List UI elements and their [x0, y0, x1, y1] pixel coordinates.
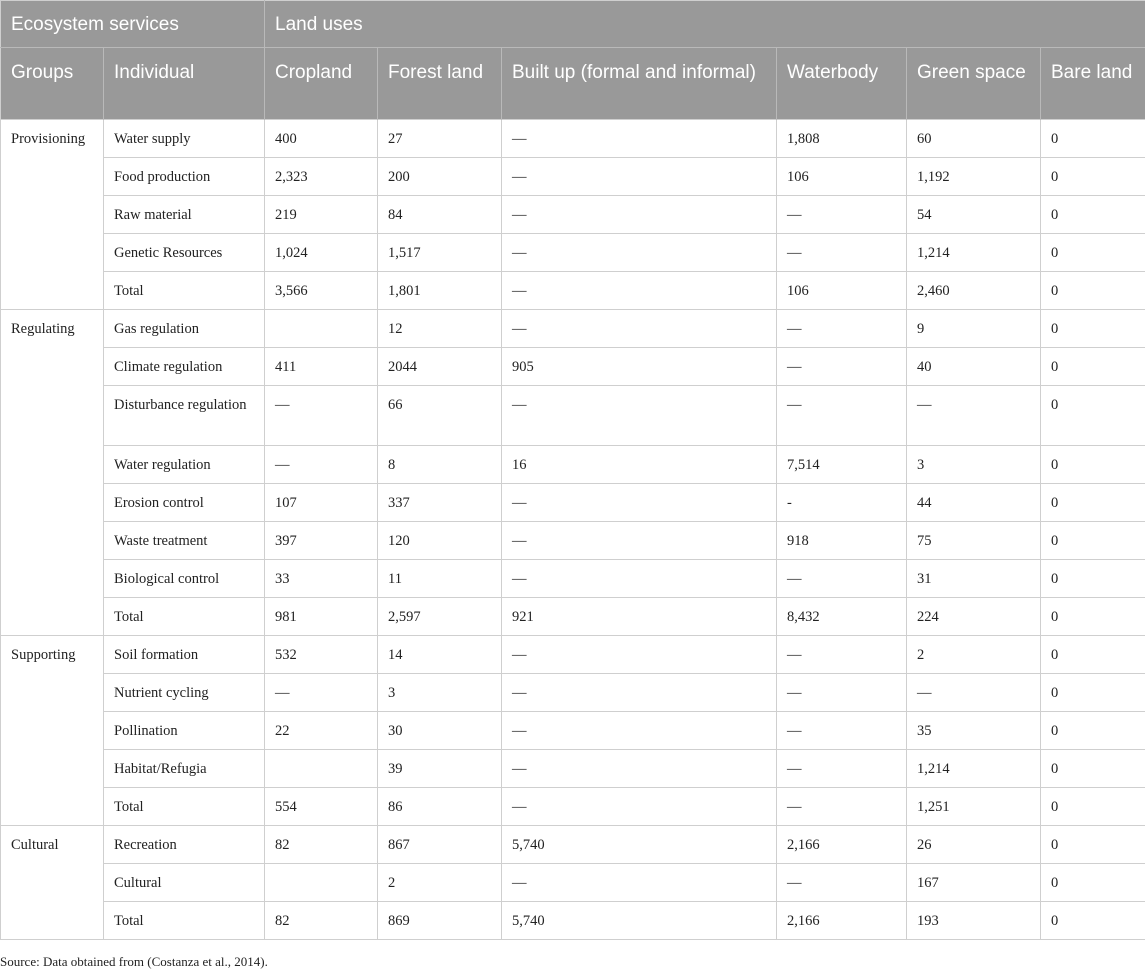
table-row	[1, 196, 1145, 234]
group-cell: Provisioning	[1, 120, 104, 310]
individual-cell: Water supply	[104, 120, 265, 158]
built-up-cell: —	[502, 484, 777, 522]
bare-land-cell: 0	[1041, 196, 1145, 234]
header-groups: Groups	[1, 48, 104, 120]
waterbody-cell: 2,166	[777, 826, 907, 864]
bare-land-cell: 0	[1041, 750, 1145, 788]
table-row	[1, 750, 1145, 788]
cropland-cell: 532	[265, 636, 378, 674]
green-space-cell: 1,251	[907, 788, 1041, 826]
waterbody-cell: 7,514	[777, 446, 907, 484]
group-cell: Cultural	[1, 826, 104, 940]
forest-land-cell: 867	[378, 826, 502, 864]
table-row	[1, 120, 1145, 158]
waterbody-cell: 1,808	[777, 120, 907, 158]
built-up-cell: 16	[502, 446, 777, 484]
forest-land-cell: 14	[378, 636, 502, 674]
table-row	[1, 272, 1145, 310]
cropland-cell: 3,566	[265, 272, 378, 310]
individual-cell: Total	[104, 272, 265, 310]
table-row	[1, 522, 1145, 560]
waterbody-cell: —	[777, 750, 907, 788]
bare-land-cell: 0	[1041, 864, 1145, 902]
table-row	[1, 446, 1145, 484]
individual-cell: Disturbance regulation	[104, 386, 265, 446]
individual-cell: Erosion control	[104, 484, 265, 522]
forest-land-cell: 86	[378, 788, 502, 826]
table-row	[1, 348, 1145, 386]
individual-cell: Cultural	[104, 864, 265, 902]
waterbody-cell: 106	[777, 272, 907, 310]
bare-land-cell: 0	[1041, 598, 1145, 636]
built-up-cell: —	[502, 196, 777, 234]
bare-land-cell: 0	[1041, 234, 1145, 272]
cropland-cell: 2,323	[265, 158, 378, 196]
waterbody-cell: 918	[777, 522, 907, 560]
table-row	[1, 598, 1145, 636]
built-up-cell: —	[502, 864, 777, 902]
green-space-cell: 9	[907, 310, 1041, 348]
cropland-cell: 82	[265, 902, 378, 940]
forest-land-cell: 2044	[378, 348, 502, 386]
table-row	[1, 234, 1145, 272]
green-space-cell: 1,214	[907, 750, 1041, 788]
individual-cell: Recreation	[104, 826, 265, 864]
waterbody-cell: 8,432	[777, 598, 907, 636]
green-space-cell: 40	[907, 348, 1041, 386]
individual-cell: Soil formation	[104, 636, 265, 674]
forest-land-cell: 120	[378, 522, 502, 560]
source-note: Source: Data obtained from (Costanza et al., 2014).	[0, 954, 268, 969]
cropland-cell: 397	[265, 522, 378, 560]
green-space-cell: 31	[907, 560, 1041, 598]
forest-land-cell: 2,597	[378, 598, 502, 636]
bare-land-cell: 0	[1041, 560, 1145, 598]
waterbody-cell: —	[777, 864, 907, 902]
forest-land-cell: 39	[378, 750, 502, 788]
green-space-cell: 54	[907, 196, 1041, 234]
forest-land-cell: 1,801	[378, 272, 502, 310]
cropland-cell: 554	[265, 788, 378, 826]
cropland-cell: —	[265, 674, 378, 712]
forest-land-cell: 337	[378, 484, 502, 522]
header-built-up: Built up (formal and informal)	[502, 48, 777, 120]
built-up-cell: —	[502, 788, 777, 826]
table-row	[1, 826, 1145, 864]
bare-land-cell: 0	[1041, 120, 1145, 158]
table-row	[1, 788, 1145, 826]
green-space-cell: 224	[907, 598, 1041, 636]
table-row	[1, 310, 1145, 348]
table-row	[1, 674, 1145, 712]
waterbody-cell: —	[777, 196, 907, 234]
green-space-cell: —	[907, 386, 1041, 446]
individual-cell: Pollination	[104, 712, 265, 750]
green-space-cell: 75	[907, 522, 1041, 560]
green-space-cell: 1,214	[907, 234, 1041, 272]
waterbody-cell: 2,166	[777, 902, 907, 940]
green-space-cell: 167	[907, 864, 1041, 902]
built-up-cell: —	[502, 522, 777, 560]
green-space-cell: 60	[907, 120, 1041, 158]
individual-cell: Biological control	[104, 560, 265, 598]
bare-land-cell: 0	[1041, 522, 1145, 560]
forest-land-cell: 8	[378, 446, 502, 484]
built-up-cell: 921	[502, 598, 777, 636]
built-up-cell: 5,740	[502, 826, 777, 864]
green-space-cell: 193	[907, 902, 1041, 940]
built-up-cell: 905	[502, 348, 777, 386]
cropland-cell	[265, 750, 378, 788]
built-up-cell: —	[502, 674, 777, 712]
bare-land-cell: 0	[1041, 902, 1145, 940]
header-waterbody: Waterbody	[777, 48, 907, 120]
forest-land-cell: 2	[378, 864, 502, 902]
bare-land-cell: 0	[1041, 310, 1145, 348]
table-row	[1, 864, 1145, 902]
bare-land-cell: 0	[1041, 826, 1145, 864]
individual-cell: Food production	[104, 158, 265, 196]
individual-cell: Waste treatment	[104, 522, 265, 560]
built-up-cell: —	[502, 712, 777, 750]
bare-land-cell: 0	[1041, 484, 1145, 522]
individual-cell: Nutrient cycling	[104, 674, 265, 712]
cropland-cell: 107	[265, 484, 378, 522]
green-space-cell: —	[907, 674, 1041, 712]
forest-land-cell: 3	[378, 674, 502, 712]
cropland-cell: —	[265, 446, 378, 484]
individual-cell: Climate regulation	[104, 348, 265, 386]
waterbody-cell: —	[777, 234, 907, 272]
bare-land-cell: 0	[1041, 386, 1145, 446]
green-space-cell: 26	[907, 826, 1041, 864]
green-space-cell: 2	[907, 636, 1041, 674]
individual-cell: Raw material	[104, 196, 265, 234]
individual-cell: Habitat/Refugia	[104, 750, 265, 788]
cropland-cell: 1,024	[265, 234, 378, 272]
header-ecosystem-services: Ecosystem services	[1, 1, 265, 48]
cropland-cell: 400	[265, 120, 378, 158]
forest-land-cell: 1,517	[378, 234, 502, 272]
header-forest-land: Forest land	[378, 48, 502, 120]
cropland-cell	[265, 310, 378, 348]
forest-land-cell: 84	[378, 196, 502, 234]
cropland-cell: 22	[265, 712, 378, 750]
green-space-cell: 3	[907, 446, 1041, 484]
bare-land-cell: 0	[1041, 446, 1145, 484]
built-up-cell: —	[502, 120, 777, 158]
bare-land-cell: 0	[1041, 348, 1145, 386]
header-land-uses: Land uses	[265, 1, 1145, 48]
built-up-cell: —	[502, 636, 777, 674]
forest-land-cell: 30	[378, 712, 502, 750]
bare-land-cell: 0	[1041, 636, 1145, 674]
individual-cell: Water regulation	[104, 446, 265, 484]
table-row	[1, 902, 1145, 940]
waterbody-cell: —	[777, 712, 907, 750]
table-row	[1, 636, 1145, 674]
waterbody-cell: —	[777, 560, 907, 598]
bare-land-cell: 0	[1041, 674, 1145, 712]
cropland-cell: 33	[265, 560, 378, 598]
built-up-cell: —	[502, 158, 777, 196]
individual-cell: Total	[104, 902, 265, 940]
built-up-cell: —	[502, 750, 777, 788]
forest-land-cell: 869	[378, 902, 502, 940]
waterbody-cell: —	[777, 674, 907, 712]
individual-cell: Total	[104, 598, 265, 636]
forest-land-cell: 66	[378, 386, 502, 446]
built-up-cell: —	[502, 386, 777, 446]
waterbody-cell: —	[777, 788, 907, 826]
built-up-cell: —	[502, 234, 777, 272]
cropland-cell: 82	[265, 826, 378, 864]
individual-cell: Total	[104, 788, 265, 826]
header-green-space: Green space	[907, 48, 1041, 120]
cropland-cell: 981	[265, 598, 378, 636]
header-individual: Individual	[104, 48, 265, 120]
waterbody-cell: —	[777, 348, 907, 386]
green-space-cell: 35	[907, 712, 1041, 750]
forest-land-cell: 12	[378, 310, 502, 348]
table-row	[1, 560, 1145, 598]
waterbody-cell: —	[777, 636, 907, 674]
table-row	[1, 712, 1145, 750]
green-space-cell: 1,192	[907, 158, 1041, 196]
forest-land-cell: 200	[378, 158, 502, 196]
cropland-cell	[265, 864, 378, 902]
bare-land-cell: 0	[1041, 272, 1145, 310]
forest-land-cell: 27	[378, 120, 502, 158]
bare-land-cell: 0	[1041, 788, 1145, 826]
table-body	[1, 120, 1145, 940]
header-bare-land: Bare land	[1041, 48, 1145, 120]
green-space-cell: 44	[907, 484, 1041, 522]
waterbody-cell: 106	[777, 158, 907, 196]
waterbody-cell: —	[777, 310, 907, 348]
built-up-cell: —	[502, 272, 777, 310]
waterbody-cell: —	[777, 386, 907, 446]
cropland-cell: —	[265, 386, 378, 446]
header-cropland: Cropland	[265, 48, 378, 120]
group-cell: Regulating	[1, 310, 104, 636]
table-row	[1, 386, 1145, 446]
bare-land-cell: 0	[1041, 712, 1145, 750]
built-up-cell: —	[502, 560, 777, 598]
individual-cell: Genetic Resources	[104, 234, 265, 272]
cropland-cell: 219	[265, 196, 378, 234]
built-up-cell: —	[502, 310, 777, 348]
table-row	[1, 484, 1145, 522]
individual-cell: Gas regulation	[104, 310, 265, 348]
group-cell: Supporting	[1, 636, 104, 826]
built-up-cell: 5,740	[502, 902, 777, 940]
table-row	[1, 158, 1145, 196]
cropland-cell: 411	[265, 348, 378, 386]
green-space-cell: 2,460	[907, 272, 1041, 310]
forest-land-cell: 11	[378, 560, 502, 598]
bare-land-cell: 0	[1041, 158, 1145, 196]
waterbody-cell: -	[777, 484, 907, 522]
